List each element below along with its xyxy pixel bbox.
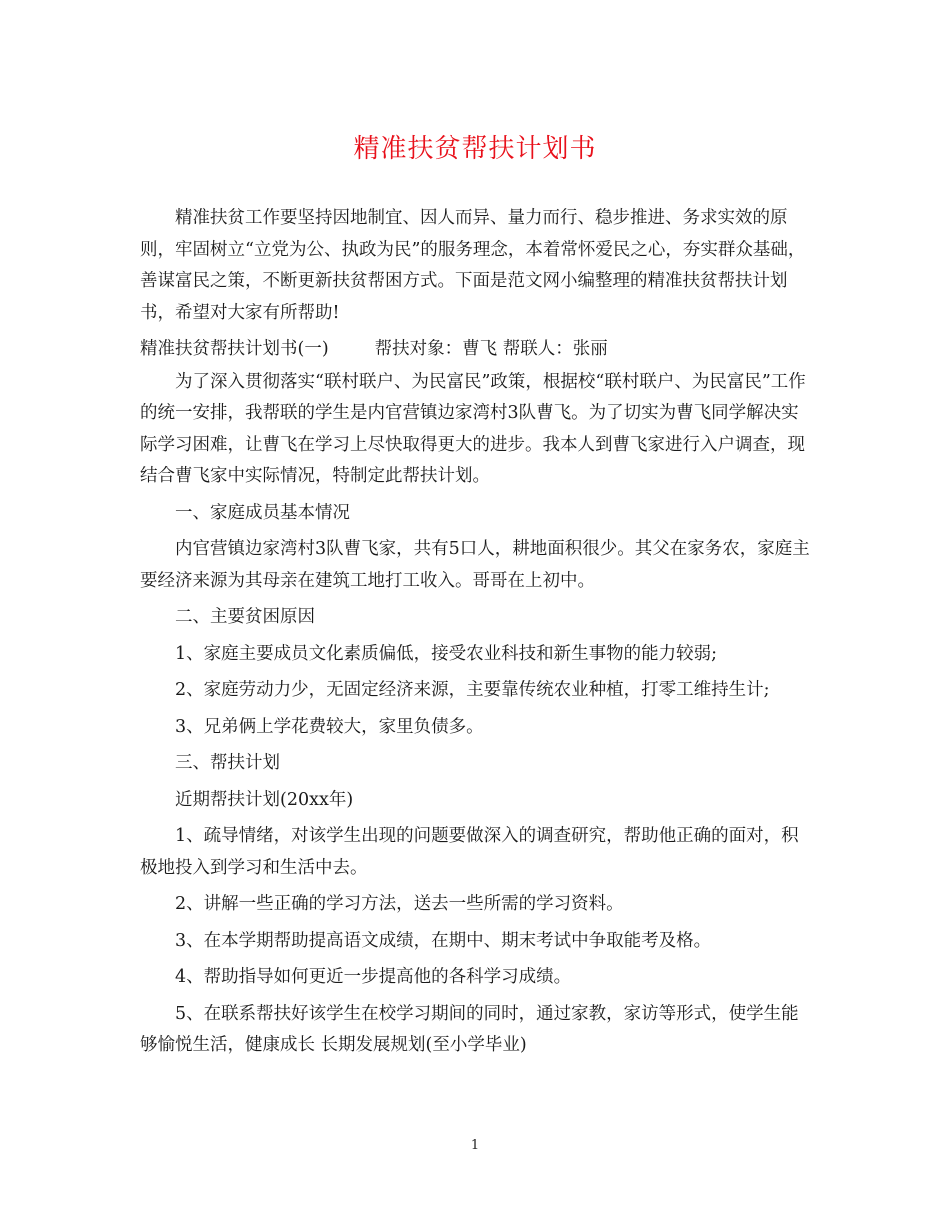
document-body	[140, 203, 815, 1067]
section-heading: 三、帮扶计划	[175, 753, 280, 773]
list-item: 2、讲解一些正确的学习方法，送去一些所需的学习资料。	[175, 894, 624, 914]
subsection-heading: 近期帮扶计划(20xx年)	[175, 789, 354, 810]
list-item: 1、疏导情绪，对该学生出现的问题要做深入的调查研究，帮助他正确的面对，积极地投入到学习和生活中去。	[140, 826, 799, 878]
paragraph: 为了深入贯彻落实“联村联户、为民富民”政策，根据校“联村联户、为民富民”工作的统一安排，我帮联的学生是内官营镇边家湾村3队曹飞。为了切实为曹飞同学解决实际学习困难，让曹飞在学习上尽快取得更大的进步。我本人到曹飞家进行入户调查，现结合曹飞家中实际情况，特制定此帮扶计划。	[140, 371, 806, 486]
subtitle-line	[140, 334, 815, 366]
page-number: 1	[470, 1138, 480, 1153]
list-item: 5、在联系帮扶好该学生在校学习期间的同时，通过家教，家访等形式，使学生能够愉悦生活，健康成长 长期发展规划(至小学毕业)	[140, 1003, 799, 1055]
subtitle-left: 精准扶贫帮扶计划书(一)	[140, 339, 329, 359]
list-item: 3、在本学期帮助提高语文成绩，在期中、期末考试中争取能考及格。	[175, 930, 712, 951]
section-heading: 一、家庭成员基本情况	[175, 502, 350, 523]
intro-paragraph: 精准扶贫工作要坚持因地制宜、因人而异、量力而行、稳步推进、务求实效的原则，牢固树立“立党为公、执政为民”的服务理念，本着常怀爱民之心，夯实群众基础，善谋富民之策，不断更新扶贫帮困方式。下面是范文网小编整理的精准扶贫帮扶计划书，希望对大家有所帮助!	[140, 208, 806, 323]
document-title: 精准扶贫帮扶计划书	[353, 134, 597, 164]
list-item: 2、家庭劳动力少，无固定经济来源，主要靠传统农业种植，打零工维持生计;	[175, 680, 770, 700]
subtitle-right: 帮扶对象：曹飞 帮联人：张丽	[374, 339, 608, 359]
list-item: 3、兄弟俩上学花费较大，家里负债多。	[175, 716, 484, 737]
list-item: 1、家庭主要成员文化素质偏低，接受农业科技和新生事物的能力较弱;	[175, 643, 718, 664]
list-item: 4、帮助指导如何更近一步提高他的各科学习成绩。	[175, 967, 572, 987]
section-heading: 二、主要贫困原因	[175, 607, 315, 627]
paragraph: 内官营镇边家湾村3队曹飞家，共有5口人，耕地面积很少。其父在家务农，家庭主要经济来源为其母亲在建筑工地打工收入。哥哥在上初中。	[140, 539, 810, 591]
